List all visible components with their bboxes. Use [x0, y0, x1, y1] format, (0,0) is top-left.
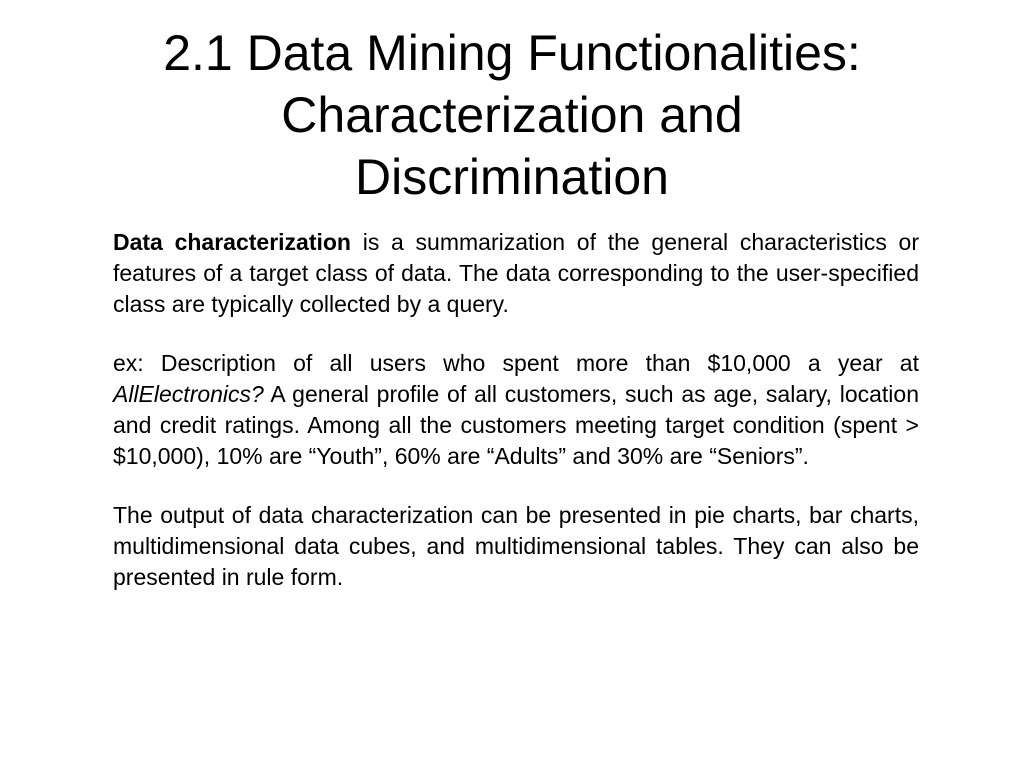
- definition-paragraph: [113, 227, 919, 320]
- example-text: A general profile of all customers, such as age, salary, location and credit ratings. Among all the customers meeting target condition (spent > $10,000), 10% are “Youth”, 60% are “Adults” and 30% are “Seniors”.: [113, 381, 919, 469]
- example-paragraph: [113, 348, 919, 472]
- title-line-2: Characterization and: [281, 87, 743, 143]
- output-paragraph: The output of data characterization can be presented in pie charts, bar charts, multidimensional data cubes, and multidimensional tables. They can also be presented in rule form.: [113, 502, 919, 590]
- title-line-1: 2.1 Data Mining Functionalities:: [163, 25, 861, 81]
- definition-text: is a summarization of the general characteristics or features of a target class of data. The data corresponding to the user-specified class are typically collected by a query.: [113, 229, 920, 317]
- title-line-3: Discrimination: [355, 149, 669, 205]
- slide-body: [113, 227, 919, 621]
- slide-title: [80, 22, 944, 208]
- example-company: AllElectronics?: [113, 381, 264, 407]
- example-intro: ex: Description of all users who spent more than $10,000 a year at: [113, 350, 919, 376]
- definition-term: Data characterization: [113, 229, 351, 255]
